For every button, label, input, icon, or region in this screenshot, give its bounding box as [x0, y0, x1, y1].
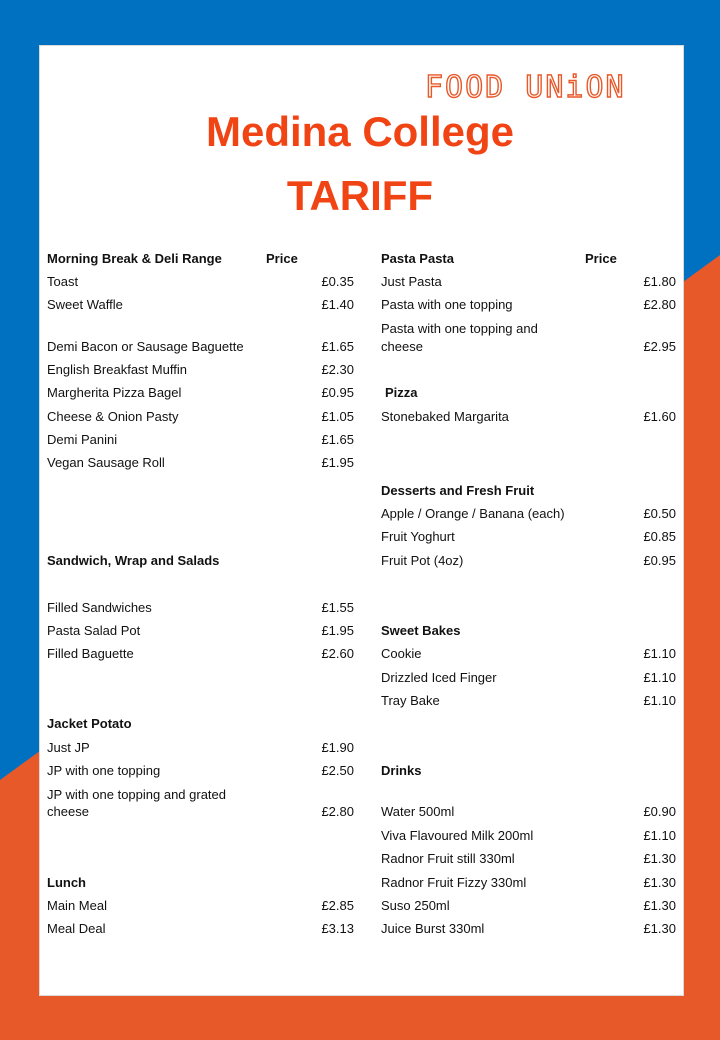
page-title: Medina College [205, 108, 515, 155]
menu-item-price: £0.95 [643, 553, 676, 568]
menu-item-name: Sweet Waffle [47, 297, 123, 312]
section-header-pasta: Pasta Pasta [381, 251, 454, 266]
menu-item-name: Apple / Orange / Banana (each) [381, 506, 565, 521]
menu-item-name: Drizzled Iced Finger [381, 670, 497, 685]
menu-item-name: Filled Sandwiches [47, 600, 152, 615]
menu-item-price: £2.85 [321, 898, 354, 913]
menu-item-name: JP with one topping [47, 763, 161, 778]
section-header-desserts: Desserts and Fresh Fruit [381, 483, 535, 498]
price-column-header: Price [585, 251, 617, 266]
menu-item-name: Demi Panini [47, 432, 118, 447]
menu-item-name: Meal Deal [47, 921, 106, 936]
menu-item-name: Pasta with one topping [381, 297, 513, 312]
menu-item-price: £1.95 [321, 623, 354, 638]
menu-item-name: Radnor Fruit still 330ml [381, 851, 515, 866]
menu-item-name: Vegan Sausage Roll [47, 455, 165, 470]
menu-item-name: Just JP [47, 740, 90, 755]
menu-item-name: Viva Flavoured Milk 200ml [381, 828, 534, 843]
menu-item-price: £1.65 [321, 339, 354, 354]
menu-item-price: £2.95 [643, 339, 676, 354]
menu-item-name: Pasta Salad Pot [47, 623, 141, 638]
menu-item-name: Main Meal [47, 898, 107, 913]
menu-item-price: £1.30 [643, 898, 676, 913]
menu-item-price: £0.90 [643, 804, 676, 819]
menu-item-price: £0.35 [321, 274, 354, 289]
menu-item-price: £1.90 [321, 740, 354, 755]
menu-item-price: £1.60 [643, 409, 676, 424]
section-header-sweet-bakes: Sweet Bakes [381, 623, 461, 638]
menu-item-name: Cookie [381, 646, 422, 661]
menu-item-name-cont: cheese [381, 339, 423, 354]
price-column-header: Price [266, 251, 298, 266]
menu-item-price: £1.10 [643, 670, 676, 685]
menu-item-name: Juice Burst 330ml [381, 921, 485, 936]
menu-item-price: £1.55 [321, 600, 354, 615]
menu-item-name-cont: cheese [47, 804, 89, 819]
menu-item-price: £2.80 [321, 804, 354, 819]
menu-item-name: Margherita Pizza Bagel [47, 385, 182, 400]
menu-item-name: Stonebaked Margarita [381, 409, 509, 424]
menu-item-price: £1.10 [643, 693, 676, 708]
section-header-sandwich: Sandwich, Wrap and Salads [47, 553, 220, 568]
section-header-drinks: Drinks [381, 763, 422, 778]
menu-item-name: Suso 250ml [381, 898, 450, 913]
menu-item-name: Radnor Fruit Fizzy 330ml [381, 875, 527, 890]
menu-item-name: Tray Bake [381, 693, 440, 708]
menu-item-price: £2.50 [321, 763, 354, 778]
section-header-lunch: Lunch [47, 875, 86, 890]
menu-item-name: Just Pasta [381, 274, 442, 289]
menu-item-price: £0.95 [321, 385, 354, 400]
menu-item-name: Cheese & Onion Pasty [47, 409, 179, 424]
menu-item-name: Toast [47, 274, 79, 289]
menu-item-name: Demi Bacon or Sausage Baguette [47, 339, 244, 354]
food-union-logo: FOOD UNiON [425, 70, 626, 105]
menu-item-name: Water 500ml [381, 804, 455, 819]
menu-item-price: £1.80 [643, 274, 676, 289]
menu-item-price: £2.30 [321, 362, 354, 377]
menu-item-price: £2.80 [643, 297, 676, 312]
section-header-jacket-potato: Jacket Potato [47, 716, 132, 731]
menu-item-price: £2.60 [321, 646, 354, 661]
menu-item-price: £1.30 [643, 875, 676, 890]
section-header-pizza: Pizza [385, 385, 418, 400]
menu-item-price: £3.13 [321, 921, 354, 936]
page-subtitle: TARIFF [286, 172, 434, 219]
section-header-morning: Morning Break & Deli Range [47, 251, 222, 266]
menu-item-name: Fruit Pot (4oz) [381, 553, 464, 568]
menu-item-price: £1.65 [321, 432, 354, 447]
menu-item-name: English Breakfast Muffin [47, 362, 187, 377]
menu-item-name: Filled Baguette [47, 646, 134, 661]
menu-item-price: £1.10 [643, 646, 676, 661]
menu-item-name: JP with one topping and grated [47, 787, 227, 802]
menu-item-price: £1.30 [643, 851, 676, 866]
menu-item-price: £1.10 [643, 828, 676, 843]
menu-item-price: £1.05 [321, 409, 354, 424]
menu-item-price: £1.95 [321, 455, 354, 470]
menu-item-name: Pasta with one topping and [381, 321, 538, 336]
menu-item-name: Fruit Yoghurt [381, 529, 455, 544]
menu-item-price: £0.50 [643, 506, 676, 521]
menu-item-price: £0.85 [643, 529, 676, 544]
menu-item-price: £1.30 [643, 921, 676, 936]
menu-item-price: £1.40 [321, 297, 354, 312]
